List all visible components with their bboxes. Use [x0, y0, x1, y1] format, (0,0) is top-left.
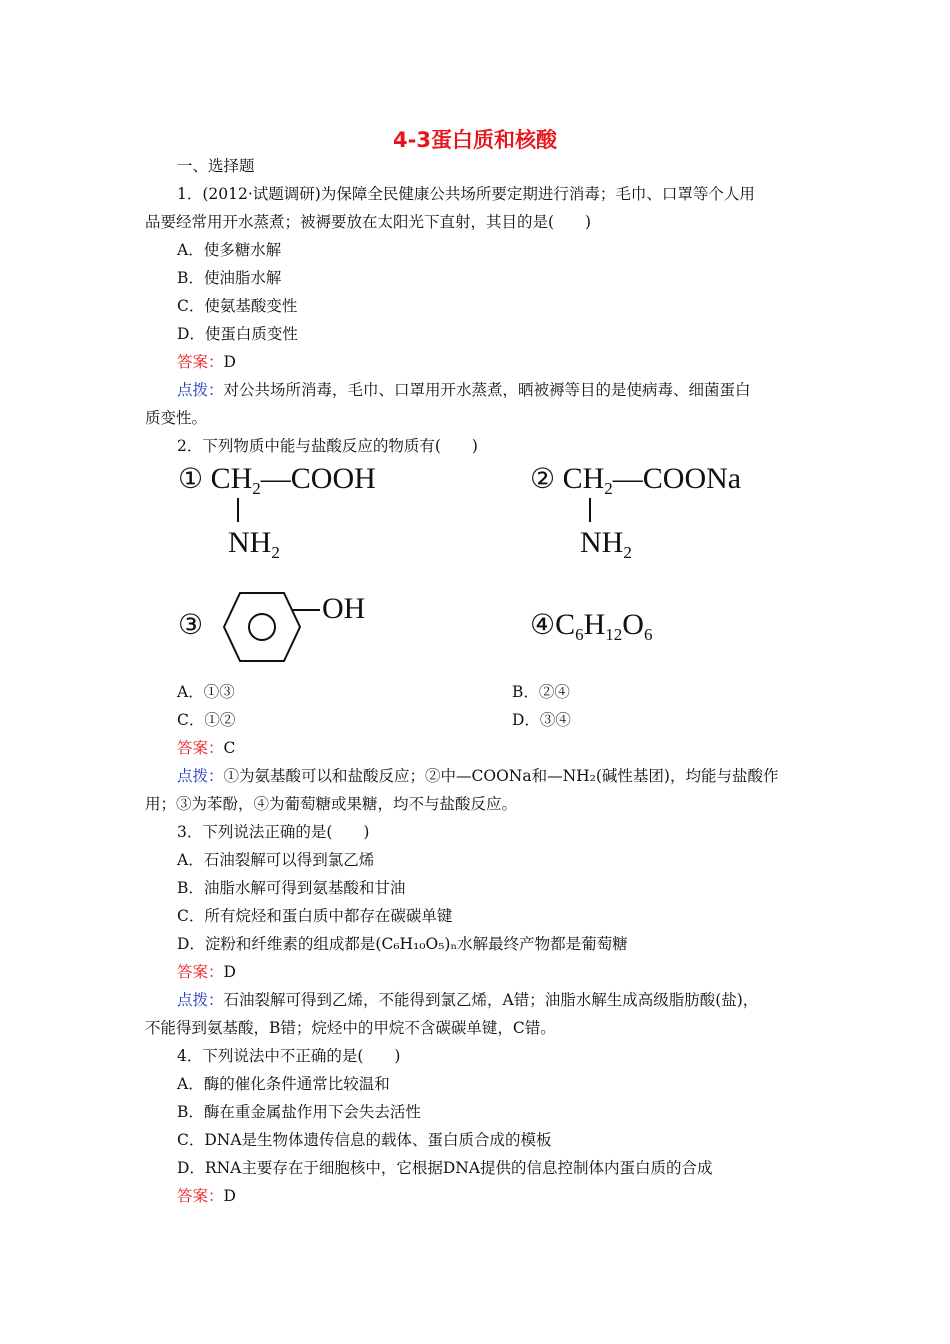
answer-value: C — [223, 739, 236, 757]
structure-2-ch: CH — [562, 462, 605, 495]
hint-label: 点拨： — [177, 991, 224, 1009]
q4-option-b: B．酶在重金属盐作用下会失去活性 — [177, 1103, 421, 1121]
q4-answer — [177, 1186, 236, 1206]
benzene-ring-icon — [222, 587, 322, 667]
q2-answer — [177, 738, 235, 758]
answer-label: 答案： — [177, 1187, 224, 1205]
q3-option-d: D．淀粉和纤维素的组成都是(C₆H₁₀O₅)ₙ水解最终产物都是葡萄糖 — [177, 935, 628, 953]
q2-hint-line1 — [177, 766, 778, 786]
structure-1-amine — [228, 526, 280, 570]
structure-1-ch-sub: 2 — [252, 479, 261, 498]
structure-1-nh: NH — [228, 526, 272, 559]
structure-2-ch-sub: 2 — [604, 479, 613, 498]
q1-hint-line1 — [177, 380, 751, 400]
structure-3-number: ③ — [178, 608, 204, 641]
hint-text: 石油裂解可得到乙烯，不能得到氯乙烯，A错；油脂水解生成高级脂肪酸(盐)， — [223, 991, 759, 1009]
answer-value: D — [223, 963, 236, 981]
q2-stem: 2．下列物质中能与盐酸反应的物质有( ) — [177, 437, 478, 455]
structure-4-o-sub: 6 — [643, 625, 653, 644]
q3-option-b: B．油脂水解可得到氨基酸和甘油 — [177, 879, 406, 897]
hint-text: 对公共场所消毒，毛巾、口罩用开水蒸煮，晒被褥等目的是使病毒、细菌蛋白 — [223, 381, 751, 399]
q3-hint-line1 — [177, 990, 758, 1010]
structure-2-bond — [589, 498, 591, 522]
structure-1-cooh: —COOH — [260, 462, 376, 495]
q1-option-a: A．使多糖水解 — [177, 241, 282, 259]
structure-3-oh: OH — [322, 592, 366, 625]
q2-option-b: B．②④ — [512, 683, 570, 701]
structure-4-o: O — [622, 608, 644, 641]
q3-option-c: C．所有烷烃和蛋白质中都存在碳碳单键 — [177, 907, 453, 925]
structure-4-h: H — [583, 608, 606, 641]
q1-stem-line2: 品要经常用开水蒸煮；被褥要放在太阳光下直射，其目的是( ) — [145, 213, 592, 231]
answer-label: 答案： — [177, 353, 224, 371]
structure-4-c: C — [555, 608, 576, 641]
section-heading: 一、选择题 — [177, 157, 255, 175]
q1-option-d: D．使蛋白质变性 — [177, 325, 298, 343]
structure-2-coona: —COONa — [612, 462, 742, 495]
answer-label: 答案： — [177, 739, 224, 757]
structure-4-formula — [530, 608, 652, 652]
answer-label: 答案： — [177, 963, 224, 981]
q3-answer — [177, 962, 236, 982]
structure-4-c-sub: 6 — [575, 625, 584, 644]
hint-label: 点拨： — [177, 767, 224, 785]
hint-text: ①为氨基酸可以和盐酸反应；②中—COONa和—NH₂(碱性基团)，均能与盐酸作 — [223, 767, 779, 785]
q2-option-d: D．③④ — [512, 711, 571, 729]
q3-hint-line2: 不能得到氨基酸，B错；烷烃中的甲烷不含碳碳单键，C错。 — [145, 1019, 556, 1037]
q2-hint-line2: 用；③为苯酚，④为葡萄糖或果糖，均不与盐酸反应。 — [145, 795, 518, 813]
q2-option-a: A．①③ — [177, 683, 235, 701]
structure-2-amine — [580, 526, 632, 570]
q4-option-a: A．酶的催化条件通常比较温和 — [177, 1075, 390, 1093]
q1-answer — [177, 352, 236, 372]
structure-4-h-sub: 12 — [605, 625, 623, 644]
q1-stem-line1: 1．(2012·试题调研)为保障全民健康公共场所要定期进行消毒；毛巾、口罩等个人用 — [177, 185, 755, 203]
q1-hint-line2: 质变性。 — [145, 409, 208, 427]
q1-option-b: B．使油脂水解 — [177, 269, 282, 287]
structure-2-nh: NH — [580, 526, 624, 559]
structure-1-ch: CH — [210, 462, 253, 495]
structure-1-nh-sub: 2 — [271, 543, 280, 562]
answer-value: D — [223, 353, 236, 371]
q1-option-c: C．使氨基酸变性 — [177, 297, 298, 315]
structure-2-nh-sub: 2 — [623, 543, 632, 562]
structure-2-top — [530, 462, 741, 506]
structure-1-top — [178, 462, 376, 506]
structure-2-number: ② — [530, 462, 556, 495]
page-title: 4-3蛋白质和核酸 — [393, 128, 557, 152]
structure-1-number: ① — [178, 462, 204, 495]
q4-option-d: D．RNA主要存在于细胞核中，它根据DNA提供的信息控制体内蛋白质的合成 — [177, 1159, 713, 1177]
answer-value: D — [223, 1187, 236, 1205]
q4-option-c: C．DNA是生物体遗传信息的载体、蛋白质合成的模板 — [177, 1131, 552, 1149]
structure-1-bond — [237, 498, 239, 522]
hint-label: 点拨： — [177, 381, 224, 399]
q3-option-a: A．石油裂解可以得到氯乙烯 — [177, 851, 375, 869]
q4-stem: 4．下列说法中不正确的是( ) — [177, 1047, 401, 1065]
structure-4-number: ④ — [530, 608, 556, 641]
q3-stem: 3．下列说法正确的是( ) — [177, 823, 370, 841]
q2-option-c: C．①② — [177, 711, 236, 729]
